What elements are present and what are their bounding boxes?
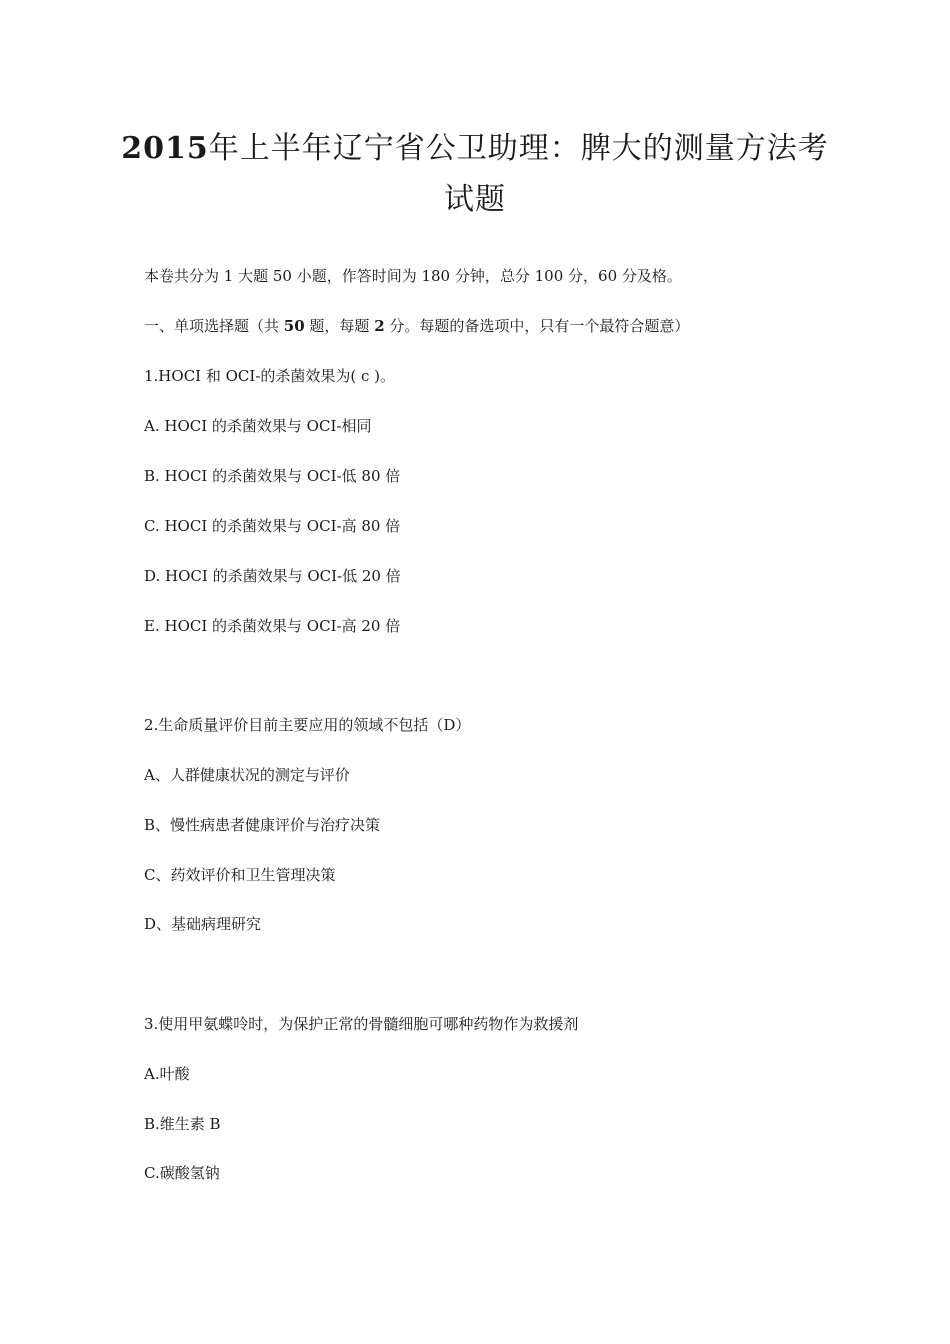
question-3-option-a: A.叶酸 [144, 1065, 190, 1083]
question-2-stem: 2.生命质量评价目前主要应用的领域不包括（D） [144, 716, 471, 734]
section-middle: 题，每题 [304, 317, 375, 335]
question-3-stem: 3.使用甲氨蝶呤时，为保护正常的骨髓细胞可哪种药物作为救援剂 [144, 1015, 579, 1033]
section-count: 50 [283, 317, 305, 335]
question-1-stem: 1.HOCI 和 OCI-的杀菌效果为( c )。 [144, 367, 396, 385]
question-3-option-c: C.碳酸氢钠 [144, 1164, 220, 1182]
question-1-option-b: B. HOCI 的杀菌效果与 OCI-低 80 倍 [144, 467, 401, 485]
document-title-line-1 [0, 132, 950, 166]
section-points: 2 [374, 317, 385, 335]
section-heading [144, 316, 689, 336]
section-suffix: 分。每题的备选项中，只有一个最符合题意） [384, 317, 690, 335]
question-1-option-e: E. HOCI 的杀菌效果与 OCI-高 20 倍 [144, 617, 401, 635]
question-2-option-b: B、慢性病患者健康评价与治疗决策 [144, 816, 381, 834]
title-text: 年上半年辽宁省公卫助理：脾大的测量方法考 [208, 131, 829, 166]
exam-intro: 本卷共分为 1 大题 50 小题，作答时间为 180 分钟，总分 100 分，60 分及格。 [144, 267, 682, 285]
question-3-option-b: B.维生素 B [144, 1115, 221, 1133]
question-1-option-c: C. HOCI 的杀菌效果与 OCI-高 80 倍 [144, 517, 401, 535]
question-1-option-d: D. HOCI 的杀菌效果与 OCI-低 20 倍 [144, 567, 401, 585]
document-title-line-2: 试题 [444, 182, 506, 217]
question-2-option-c: C、药效评价和卫生管理决策 [144, 866, 336, 884]
question-2-option-d: D、基础病理研究 [144, 915, 262, 933]
question-2-option-a: A、人群健康状况的测定与评价 [144, 766, 350, 784]
section-prefix: 一、单项选择题（共 [144, 317, 284, 335]
question-1-option-a: A. HOCI 的杀菌效果与 OCI-相同 [144, 417, 372, 435]
title-year: 2015 [121, 131, 209, 166]
